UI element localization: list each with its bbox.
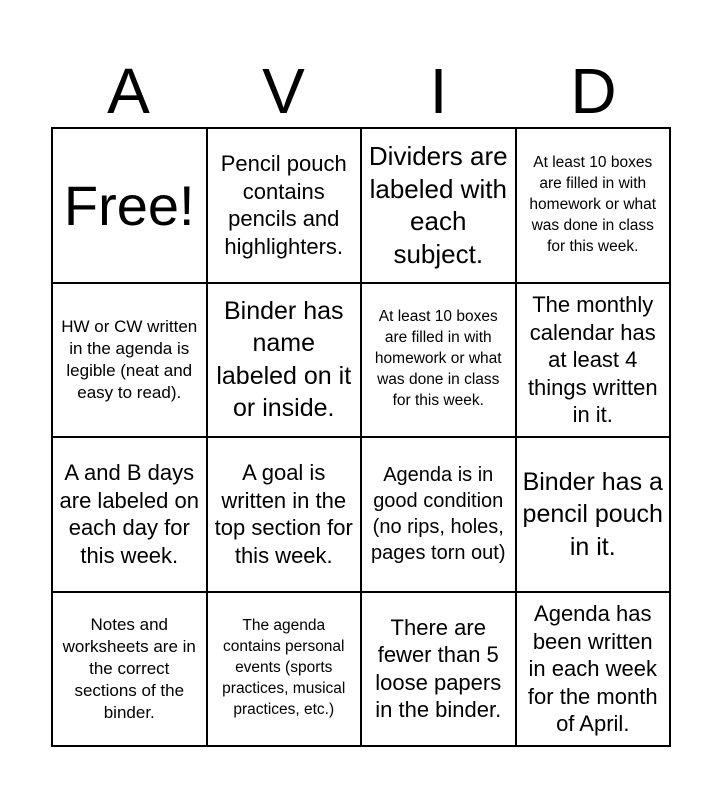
bingo-cell: Notes and worksheets are in the correct sections of the binder. bbox=[52, 592, 207, 747]
bingo-header bbox=[51, 55, 671, 127]
bingo-cell-free: Free! bbox=[52, 128, 207, 283]
bingo-cell: Dividers are labeled with each subject. bbox=[361, 128, 516, 283]
bingo-cell: There are fewer than 5 loose papers in the binder. bbox=[361, 592, 516, 747]
header-letter-v: V bbox=[262, 55, 305, 127]
bingo-cell: Agenda has been written in each week for the month of April. bbox=[516, 592, 671, 747]
bingo-cell: The monthly calendar has at least 4 things written in it. bbox=[516, 283, 671, 438]
bingo-cell: A goal is written in the top section for this week. bbox=[207, 437, 362, 592]
bingo-cell: Binder has name labeled on it or inside. bbox=[207, 283, 362, 438]
bingo-cell: A and B days are labeled on each day for this week. bbox=[52, 437, 207, 592]
bingo-cell: Binder has a pencil pouch in it. bbox=[516, 437, 671, 592]
bingo-cell: Agenda is in good condition (no rips, holes, pages torn out) bbox=[361, 437, 516, 592]
bingo-cell: At least 10 boxes are filled in with homework or what was done in class for this week. bbox=[516, 128, 671, 283]
bingo-cell: Pencil pouch contains pencils and highlighters. bbox=[207, 128, 362, 283]
bingo-card-grid bbox=[51, 127, 671, 747]
bingo-cell: The agenda contains personal events (sports practices, musical practices, etc.) bbox=[207, 592, 362, 747]
header-letter-d: D bbox=[570, 55, 617, 127]
header-letter-a: A bbox=[107, 55, 150, 127]
bingo-cell: HW or CW written in the agenda is legible (neat and easy to read). bbox=[52, 283, 207, 438]
header-letter-i: I bbox=[429, 55, 448, 127]
bingo-cell: At least 10 boxes are filled in with homework or what was done in class for this week. bbox=[361, 283, 516, 438]
